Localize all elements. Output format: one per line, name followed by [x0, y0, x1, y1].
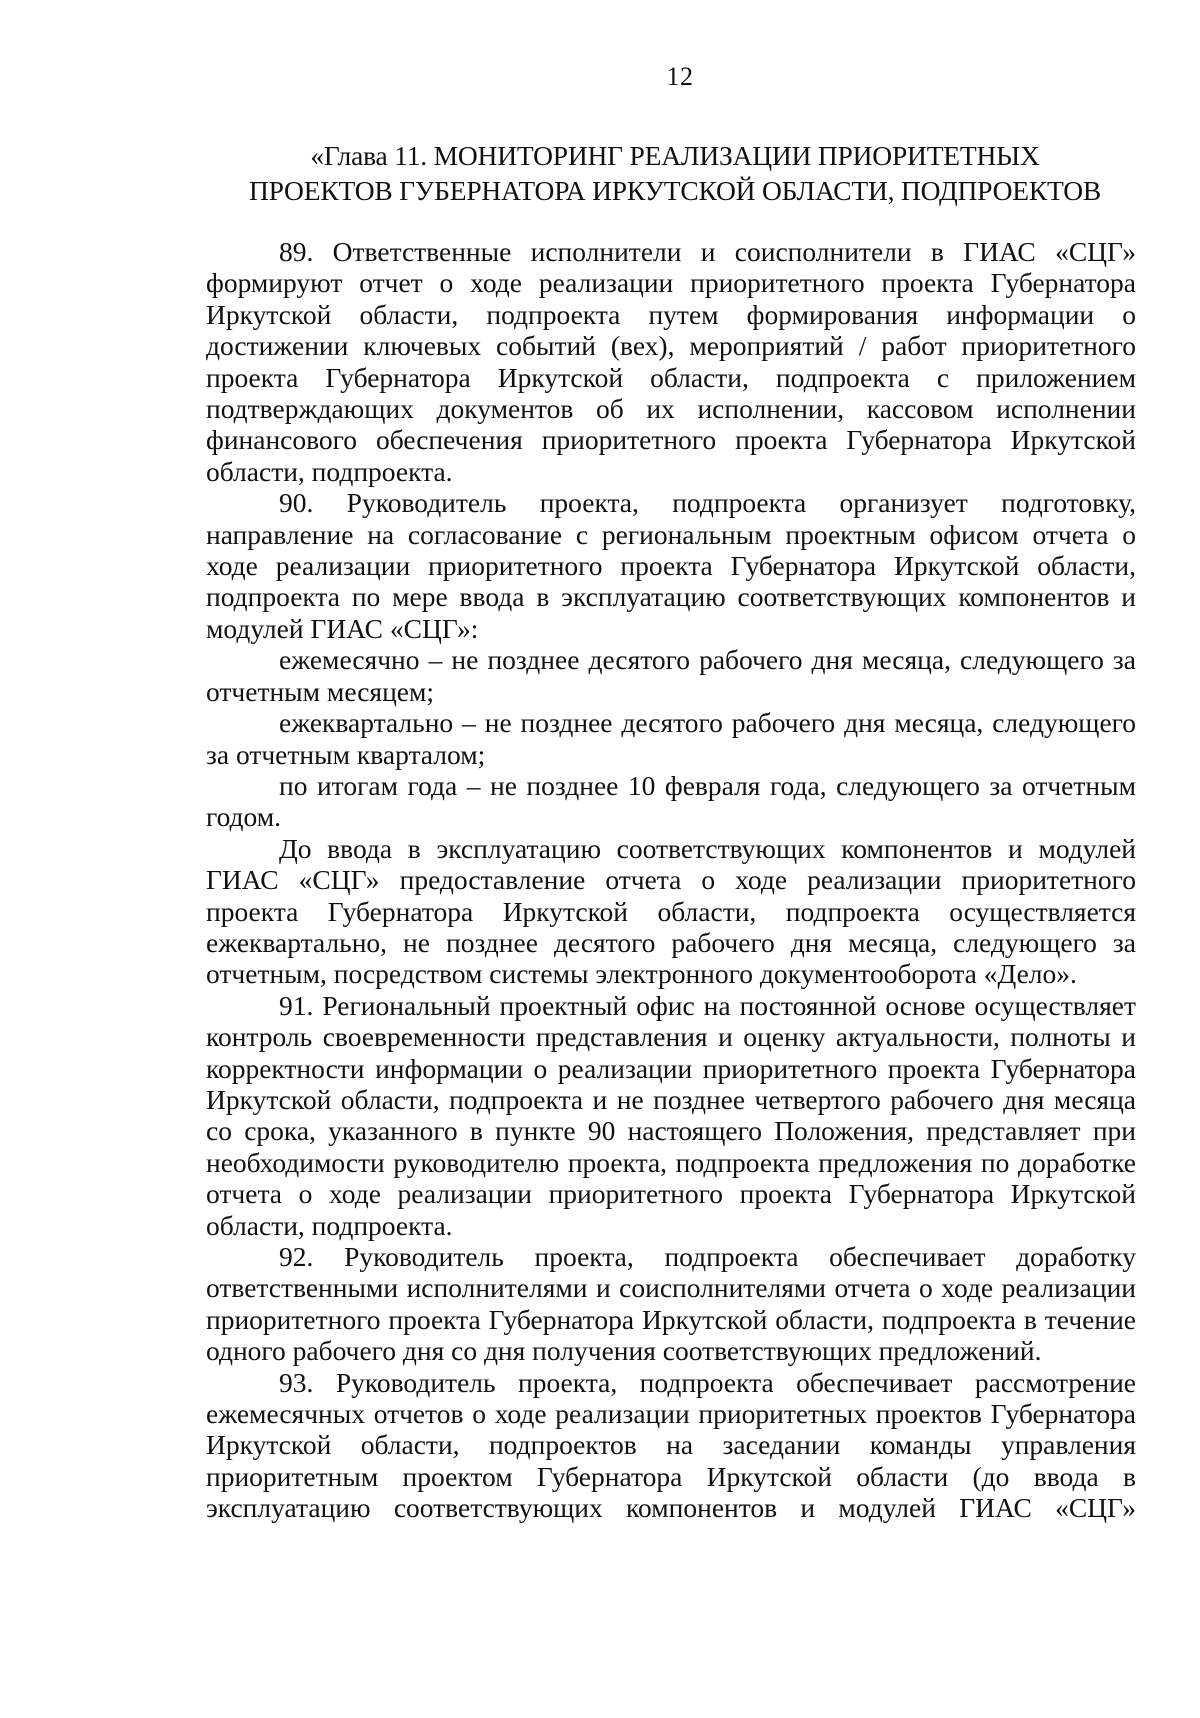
paragraph-90: 90. Руководитель проекта, подпроекта организует подготовку, направление на согласование с региональным проектным офисом отчета о ходе реализации приоритетного проекта Губернатора Иркутской области, подпроекта по мере ввода в эксплуатацию соответствующих компонентов и модулей ГИАС «СЦГ»:	[206, 487, 1136, 644]
paragraph-yearly: по итогам года – не позднее 10 февраля года, следующего за отчетным годом.	[206, 769, 1136, 833]
paragraph-before-gias: До ввода в эксплуатацию соответствующих компонентов и модулей ГИАС «СЦГ» предоставление отчета о ходе реализации приоритетного проекта Губернатора Иркутской области, подпроекта осуществляется ежеквартально, не позднее десятого рабочего дня месяца, следующего за отчетным, посредством системы электронного документооборота «Дело».	[206, 832, 1136, 990]
paragraph-monthly: ежемесячно – не позднее десятого рабочего дня месяца, следующего за отчетным месяцем;	[206, 644, 1136, 707]
document-body	[206, 236, 1136, 1524]
page-number: 12	[666, 62, 694, 91]
chapter-heading	[210, 138, 1140, 208]
paragraph-93: 93. Руководитель проекта, подпроекта обеспечивает рассмотрение ежемесячных отчетов о ходе реализации приоритетных проектов Губернатора Иркутской области, подпроектов на заседании команды управления приоритетным проектом Губернатора Иркутской области (до ввода в эксплуатацию соответствующих компонентов и модулей ГИАС «СЦГ»	[206, 1366, 1136, 1524]
paragraph-91: 91. Региональный проектный офис на постоянной основе осуществляет контроль своевременности представления и оценку актуальности, полноты и корректности информации о реализации приоритетного проекта Губернатора Иркутской области, подпроекта и не позднее четвертого рабочего дня месяца со срока, указанного в пункте 90 настоящего Положения, представляет при необходимости руководителю проекта, подпроекта предложения по доработке отчета о ходе реализации приоритетного проекта Губернатора Иркутской области, подпроекта.	[206, 989, 1136, 1241]
chapter-heading-line-2: ПРОЕКТОВ ГУБЕРНАТОРА ИРКУТСКОЙ ОБЛАСТИ, ПОДПРОЕКТОВ	[248, 175, 1102, 206]
paragraph-quarterly: ежеквартально – не позднее десятого рабочего дня месяца, следующего за отчетным кварталом;	[206, 707, 1136, 770]
paragraph-92: 92. Руководитель проекта, подпроекта обеспечивает доработку ответственными исполнителями и соисполнителями отчета о ходе реализации приоритетного проекта Губернатора Иркутской области, подпроекта в течение одного рабочего дня со дня получения соответствующих предложений.	[206, 1241, 1136, 1367]
chapter-heading-line-1: «Глава 11. МОНИТОРИНГ РЕАЛИЗАЦИИ ПРИОРИТЕТНЫХ	[310, 140, 1040, 171]
paragraph-89: 89. Ответственные исполнители и соисполнители в ГИАС «СЦГ» формируют отчет о ходе реализации приоритетного проекта Губернатора Иркутской области, подпроекта путем формирования информации о достижении ключевых событий (вех), мероприятий / работ приоритетного проекта Губернатора Иркутской области, подпроекта с приложением подтверждающих документов об их исполнении, кассовом исполнении финансового обеспечения приоритетного проекта Губернатора Иркутской области, подпроекта.	[206, 236, 1136, 487]
